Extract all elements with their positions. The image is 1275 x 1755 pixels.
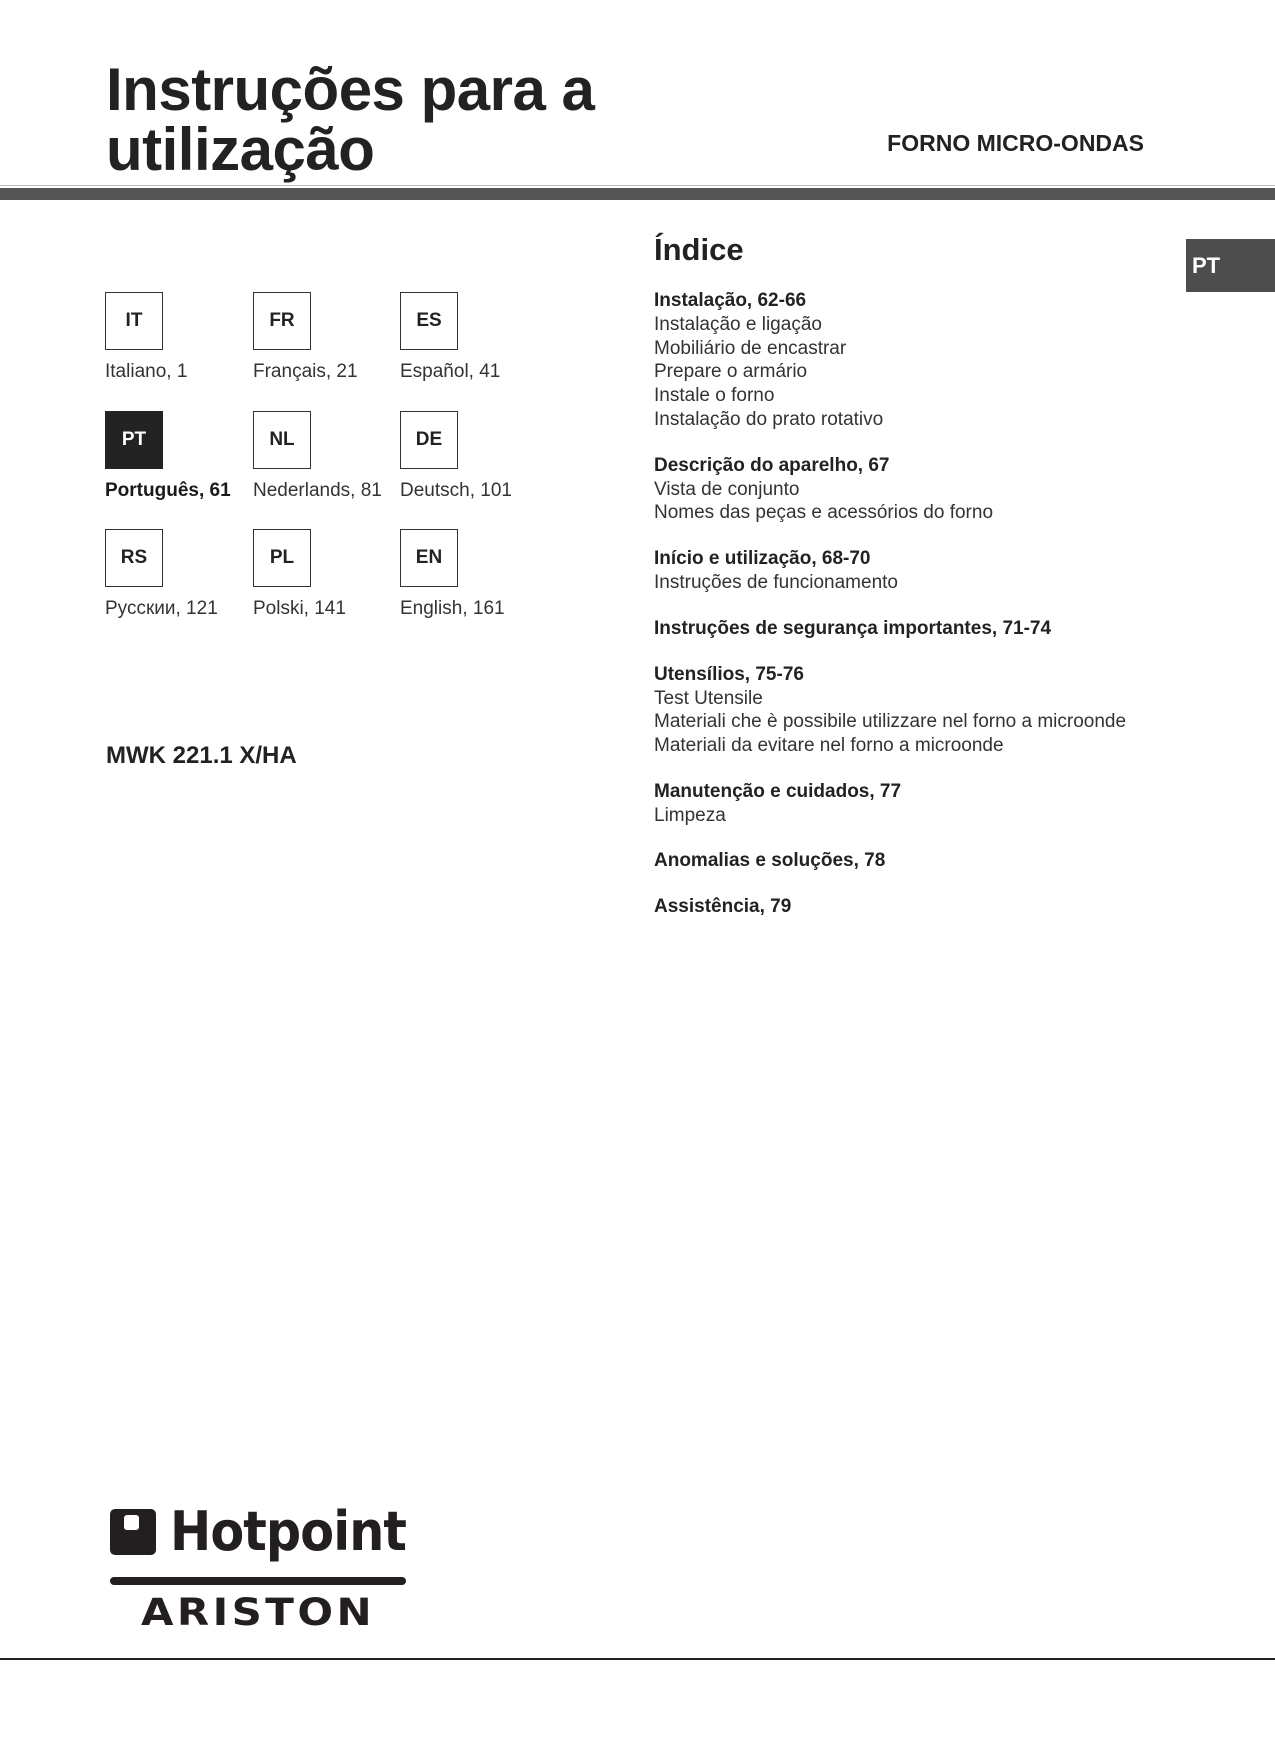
- language-name: Français, 21: [253, 361, 358, 382]
- index-section-heading[interactable]: Instalação, 62-66: [654, 290, 807, 311]
- index-item[interactable]: Instalação do prato rotativo: [654, 408, 884, 430]
- index-list: [654, 289, 1174, 941]
- index-section-heading[interactable]: Descrição do aparelho, 67: [654, 454, 890, 476]
- language-code-box[interactable]: ES: [400, 292, 458, 350]
- logo-brand-name: Hotpoint: [170, 1504, 406, 1563]
- logo-sub-name: ARISTON: [141, 1591, 375, 1630]
- index-section: [654, 849, 1174, 873]
- index-section-heading[interactable]: Manutenção e cuidados, 77: [654, 780, 902, 802]
- index-item[interactable]: Prepare o armário: [654, 361, 808, 383]
- index-item[interactable]: Test Utensile: [654, 687, 763, 709]
- title-line-1: Instruções para a: [106, 56, 595, 123]
- index-section: [654, 289, 1174, 432]
- index-item[interactable]: Instruções de funcionamento: [654, 571, 898, 593]
- hotpoint-ariston-logo: [110, 1504, 406, 1630]
- index-section: [654, 454, 1174, 525]
- language-entry[interactable]: [253, 411, 413, 502]
- language-code-box[interactable]: RS: [105, 529, 163, 587]
- language-code-box[interactable]: PT: [105, 411, 163, 469]
- model-number: MWK 221.1 X/HA: [106, 742, 297, 769]
- page-title: [106, 56, 595, 183]
- index-section: [654, 617, 1174, 641]
- index-section-heading[interactable]: Utensílios, 75-76: [654, 663, 804, 685]
- language-name: Italiano, 1: [105, 361, 188, 382]
- index-section: [654, 780, 1174, 828]
- language-entry[interactable]: [400, 529, 560, 620]
- index-item[interactable]: Nomes das peças e acessórios do forno: [654, 502, 994, 524]
- language-code-box[interactable]: FR: [253, 292, 311, 350]
- index-item[interactable]: Materiali che è possibile utilizzare nel forno a microonde: [654, 711, 1127, 733]
- index-item[interactable]: Instalação e ligação: [654, 314, 822, 335]
- index-section: [654, 547, 1174, 595]
- index-section-heading[interactable]: Anomalias e soluções, 78: [654, 850, 886, 872]
- index-section-heading[interactable]: Instruções de segurança importantes, 71-74: [654, 617, 1052, 639]
- language-name: Español, 41: [400, 361, 501, 382]
- language-name: Русскии, 121: [105, 598, 218, 619]
- language-name: Português, 61: [105, 480, 231, 501]
- footer-rule: [0, 1658, 1275, 1660]
- index-section-heading[interactable]: Assistência, 79: [654, 896, 792, 918]
- index-item[interactable]: Limpeza: [654, 804, 726, 826]
- language-code-box[interactable]: PL: [253, 529, 311, 587]
- index-section: [654, 663, 1174, 758]
- language-name: Deutsch, 101: [400, 480, 512, 501]
- index-item[interactable]: Vista de conjunto: [654, 478, 800, 500]
- language-name: Polski, 141: [253, 598, 346, 619]
- index-item[interactable]: Materiali da evitare nel forno a microonde: [654, 735, 1004, 757]
- index-item[interactable]: Instale o forno: [654, 385, 775, 407]
- language-entry-active[interactable]: [105, 411, 265, 502]
- title-line-2: utilização: [106, 116, 375, 183]
- language-name: Nederlands, 81: [253, 480, 382, 501]
- language-name: English, 161: [400, 598, 505, 619]
- language-code-box[interactable]: EN: [400, 529, 458, 587]
- language-code-box[interactable]: DE: [400, 411, 458, 469]
- index-section-heading[interactable]: Início e utilização, 68-70: [654, 547, 871, 569]
- language-entry[interactable]: [400, 411, 560, 502]
- language-entry[interactable]: [105, 292, 265, 383]
- language-code-box[interactable]: IT: [105, 292, 163, 350]
- language-code-box[interactable]: NL: [253, 411, 311, 469]
- language-entry[interactable]: [253, 529, 413, 620]
- index-section: [654, 895, 1174, 919]
- product-type: FORNO MICRO-ONDAS: [887, 130, 1144, 156]
- language-entry[interactable]: [105, 529, 265, 620]
- index-item[interactable]: Mobiliário de encastrar: [654, 337, 847, 359]
- language-entry[interactable]: [400, 292, 560, 383]
- header-rule: [0, 188, 1275, 200]
- index-title: Índice: [654, 232, 744, 267]
- language-side-tab: PT: [1186, 239, 1275, 292]
- logo-bar: [110, 1577, 406, 1585]
- language-entry[interactable]: [253, 292, 413, 383]
